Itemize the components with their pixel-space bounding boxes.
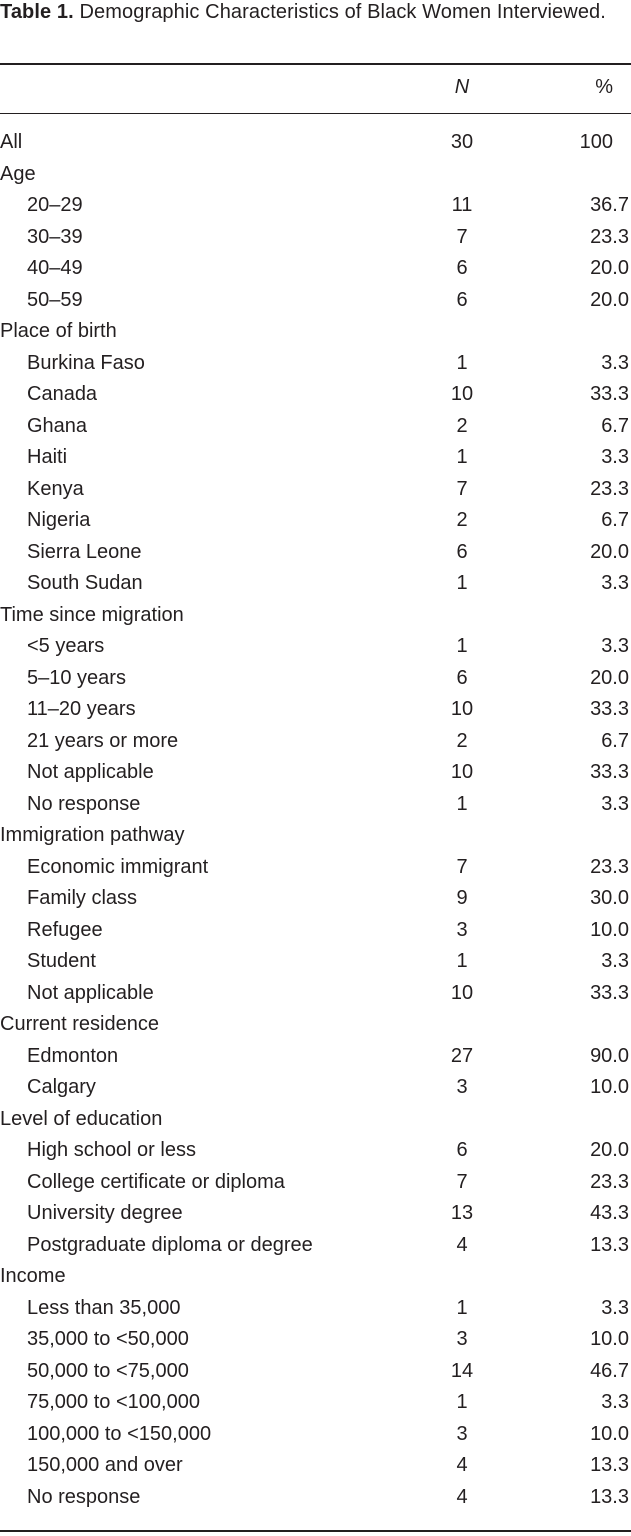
- row-n-value: 1: [456, 792, 468, 815]
- row-percent-value: 20.0: [590, 666, 629, 689]
- row-percent-value: 23.3: [590, 1170, 629, 1193]
- row-label: Place of birth: [0, 320, 117, 342]
- row-percent-value: 6.7: [601, 414, 629, 437]
- table-row: [0, 537, 631, 569]
- row-percent-value: 6.7: [601, 509, 629, 531]
- row-percent-value: 23.3: [590, 477, 629, 500]
- row-label: Economic immigrant: [27, 855, 209, 878]
- row-label: Postgraduate diploma or degree: [27, 1233, 313, 1256]
- table-row: [0, 1419, 631, 1451]
- row-n-value: 1: [456, 446, 468, 468]
- row-label: 40–49: [27, 257, 83, 279]
- row-label: Not applicable: [27, 981, 154, 1004]
- row-label: 75,000 to <100,000: [27, 1391, 200, 1413]
- row-label: Kenya: [27, 477, 84, 500]
- row-n-value: 6: [456, 1139, 468, 1161]
- row-label: 35,000 to <50,000: [27, 1328, 189, 1350]
- row-n-value: 7: [456, 855, 468, 878]
- row-label: Not applicable: [27, 761, 154, 783]
- table-row: [0, 978, 631, 1010]
- row-label: 20–29: [27, 194, 83, 216]
- table-row: [0, 1450, 631, 1482]
- table-number: Table 1.: [0, 1, 74, 23]
- table-row: [0, 379, 631, 411]
- row-percent-value: 23.3: [590, 225, 629, 248]
- table-row: [0, 285, 631, 317]
- table-group-heading: [0, 1009, 631, 1041]
- row-n-value: 1: [456, 950, 468, 972]
- table-top-rule: [0, 63, 631, 65]
- row-percent-value: 3.3: [601, 1391, 629, 1413]
- row-label: Current residence: [0, 1013, 159, 1035]
- row-n-value: 11: [451, 194, 473, 216]
- row-percent-value: 90.0: [590, 1044, 629, 1067]
- table-row: [0, 568, 631, 600]
- row-percent-value: 20.0: [590, 288, 629, 311]
- row-label: Edmonton: [27, 1044, 119, 1067]
- table-group-heading: [0, 820, 631, 852]
- row-label: 11–20 years: [27, 698, 136, 720]
- row-n-value: 1: [456, 635, 468, 657]
- row-n-value: 2: [456, 509, 468, 531]
- row-n-value: 6: [456, 666, 468, 689]
- row-label: South Sudan: [27, 572, 143, 594]
- row-label: 30–39: [27, 225, 83, 248]
- row-n-value: 1: [456, 351, 468, 374]
- row-label: Family class: [27, 887, 138, 909]
- row-label: <5 years: [27, 635, 105, 657]
- row-percent-value: 23.3: [590, 855, 629, 878]
- row-percent-value: 43.3: [590, 1202, 629, 1224]
- row-n-value: 10: [450, 383, 474, 405]
- table-row: [0, 883, 631, 915]
- table-group-heading: [0, 1261, 631, 1293]
- table-row: [0, 694, 631, 726]
- table-row: [0, 1482, 631, 1514]
- table-title: Demographic Characteristics of Black Women Interviewed.: [79, 1, 606, 23]
- row-percent-value: 10.0: [590, 1422, 629, 1445]
- row-percent-value: 3.3: [601, 635, 629, 657]
- table-row: [0, 474, 631, 506]
- table-row: [0, 505, 631, 537]
- table-row: [0, 1167, 631, 1199]
- row-percent-value: 20.0: [590, 540, 629, 563]
- table-row: [0, 1041, 631, 1073]
- row-percent-value: 10.0: [590, 918, 629, 941]
- row-n-value: 1: [456, 572, 468, 594]
- row-n-value: 1: [456, 1296, 468, 1319]
- row-label: Sierra Leone: [27, 540, 142, 563]
- header-n: N: [454, 76, 470, 98]
- table-row: [0, 411, 631, 443]
- row-n-value: 10: [450, 698, 474, 720]
- row-n-value: 6: [456, 540, 468, 563]
- table-group-heading: [0, 600, 631, 632]
- table-row: [0, 1230, 631, 1262]
- table-row: [0, 1135, 631, 1167]
- row-label: All: [0, 131, 23, 153]
- row-percent-value: 6.7: [601, 729, 629, 752]
- row-label: 150,000 and over: [27, 1454, 183, 1476]
- row-label: 50,000 to <75,000: [27, 1359, 189, 1382]
- table-row: [0, 127, 631, 159]
- row-label: College certificate or diploma: [27, 1170, 285, 1193]
- row-percent-value: 3.3: [601, 351, 629, 374]
- row-label: Time since migration: [0, 603, 184, 626]
- row-n-value: 3: [456, 1328, 468, 1350]
- table-body: [0, 127, 631, 1513]
- row-label: Burkina Faso: [27, 351, 145, 374]
- header-percent: %: [595, 76, 613, 98]
- row-n-value: 13: [450, 1202, 474, 1224]
- row-label: Canada: [27, 383, 98, 405]
- row-n-value: 9: [456, 887, 468, 909]
- row-n-value: 7: [456, 225, 468, 248]
- table-header-row: [0, 76, 631, 104]
- row-label: Income: [0, 1265, 66, 1287]
- row-n-value: 10: [450, 761, 474, 783]
- row-n-value: 6: [456, 288, 468, 311]
- table-row: [0, 1072, 631, 1104]
- table-row: [0, 946, 631, 978]
- table-caption: [0, 0, 631, 25]
- row-percent-value: 20.0: [590, 257, 629, 279]
- row-label: Calgary: [27, 1076, 96, 1098]
- row-n-value: 3: [456, 1076, 468, 1098]
- row-percent-value: 10.0: [590, 1076, 629, 1098]
- row-label: University degree: [27, 1202, 183, 1224]
- row-n-value: 10: [450, 981, 474, 1004]
- table-group-heading: [0, 316, 631, 348]
- row-label: 50–59: [27, 288, 83, 311]
- row-percent-value: 30.0: [590, 887, 629, 909]
- row-label: 100,000 to <150,000: [27, 1422, 212, 1445]
- row-n-value: 2: [456, 414, 468, 437]
- row-n-value: 7: [456, 477, 468, 500]
- table-row: [0, 663, 631, 695]
- row-percent-value: 100: [579, 131, 613, 153]
- table-row: [0, 852, 631, 884]
- table-row: [0, 222, 631, 254]
- row-percent-value: 3.3: [601, 446, 629, 468]
- row-label: Ghana: [27, 414, 88, 437]
- row-percent-value: 3.3: [601, 572, 629, 594]
- row-label: Immigration pathway: [0, 824, 185, 846]
- row-label: 21 years or more: [27, 729, 179, 752]
- row-n-value: 7: [456, 1170, 468, 1193]
- row-label: Nigeria: [27, 509, 91, 531]
- row-percent-value: 10.0: [590, 1328, 629, 1350]
- table-row: [0, 631, 631, 663]
- row-percent-value: 20.0: [590, 1139, 629, 1161]
- row-percent-value: 13.3: [590, 1454, 629, 1476]
- row-percent-value: 3.3: [601, 950, 629, 972]
- row-percent-value: 33.3: [590, 761, 629, 783]
- table-row: [0, 757, 631, 789]
- table-row: [0, 726, 631, 758]
- table-row: [0, 789, 631, 821]
- row-percent-value: 33.3: [590, 383, 629, 405]
- row-n-value: 4: [456, 1233, 468, 1256]
- table-row: [0, 1324, 631, 1356]
- row-percent-value: 3.3: [601, 1296, 629, 1319]
- table-group-heading: [0, 1104, 631, 1136]
- row-label: 5–10 years: [27, 666, 126, 689]
- row-n-value: 1: [456, 1391, 468, 1413]
- row-n-value: 3: [456, 1422, 468, 1445]
- table-group-heading: [0, 159, 631, 191]
- row-label: High school or less: [27, 1139, 196, 1161]
- table-row: [0, 1387, 631, 1419]
- table-row: [0, 253, 631, 285]
- row-label: Refugee: [27, 918, 103, 941]
- table-row: [0, 348, 631, 380]
- table-row: [0, 915, 631, 947]
- row-percent-value: 3.3: [601, 792, 629, 815]
- row-n-value: 2: [456, 729, 468, 752]
- row-n-value: 14: [450, 1359, 474, 1382]
- row-percent-value: 33.3: [590, 981, 629, 1004]
- row-label: Less than 35,000: [27, 1296, 181, 1319]
- table-row: [0, 1356, 631, 1388]
- row-label: No response: [27, 792, 141, 815]
- row-n-value: 4: [456, 1485, 468, 1508]
- row-percent-value: 13.3: [590, 1233, 629, 1256]
- row-percent-value: 36.7: [590, 194, 629, 216]
- row-n-value: 27: [450, 1044, 474, 1067]
- table-header-rule: [0, 113, 631, 114]
- row-label: Level of education: [0, 1107, 163, 1130]
- row-percent-value: 33.3: [590, 698, 629, 720]
- row-percent-value: 13.3: [590, 1485, 629, 1508]
- row-label: Age: [0, 162, 36, 185]
- row-n-value: 4: [456, 1454, 468, 1476]
- row-label: Student: [27, 950, 96, 972]
- table-bottom-rule: [0, 1530, 631, 1532]
- row-label: No response: [27, 1485, 141, 1508]
- row-n-value: 30: [450, 131, 474, 153]
- row-n-value: 3: [456, 918, 468, 941]
- row-percent-value: 46.7: [590, 1359, 629, 1382]
- row-n-value: 6: [456, 257, 468, 279]
- table-row: [0, 1198, 631, 1230]
- table-row: [0, 190, 631, 222]
- table-row: [0, 442, 631, 474]
- row-label: Haiti: [27, 446, 68, 468]
- table-row: [0, 1293, 631, 1325]
